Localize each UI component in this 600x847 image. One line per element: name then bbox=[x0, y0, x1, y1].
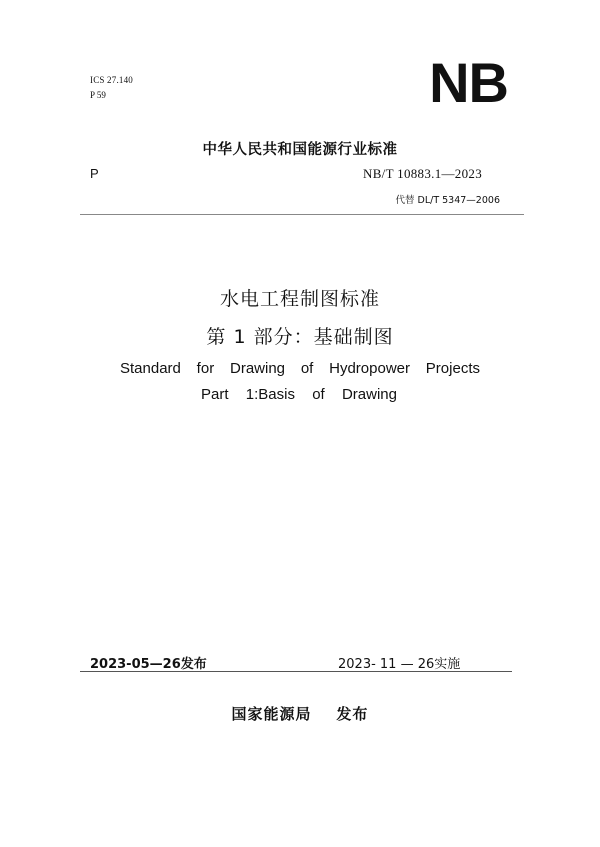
part-title-chinese: 第 1 部分：基础制图 bbox=[206, 326, 394, 348]
title-chinese: 水电工程制图标准 bbox=[219, 288, 380, 310]
publisher: 国家能源局 发布 bbox=[231, 705, 369, 723]
issue-date: 2023-05—26发布 bbox=[90, 657, 207, 672]
replaces-standard: 代替 DL/T 5347—2006 bbox=[395, 195, 500, 206]
ccs-code: P 59 bbox=[90, 90, 106, 100]
footer-divider bbox=[80, 671, 512, 672]
classification-code: P bbox=[90, 166, 99, 181]
implementation-date: 2023- 11 — 26实施 bbox=[338, 657, 461, 672]
part-title-english: Part 1:Basis of Drawing bbox=[201, 386, 397, 403]
header-divider bbox=[80, 214, 524, 215]
title-english: Standard for Drawing of Hydropower Projects bbox=[120, 360, 480, 377]
standard-number: NB/T 10883.1—2023 bbox=[363, 166, 482, 181]
standard-organization: 中华人民共和国能源行业标准 bbox=[202, 142, 398, 158]
ics-code: ICS 27.140 bbox=[90, 75, 134, 85]
nb-logo: NB bbox=[429, 51, 508, 114]
